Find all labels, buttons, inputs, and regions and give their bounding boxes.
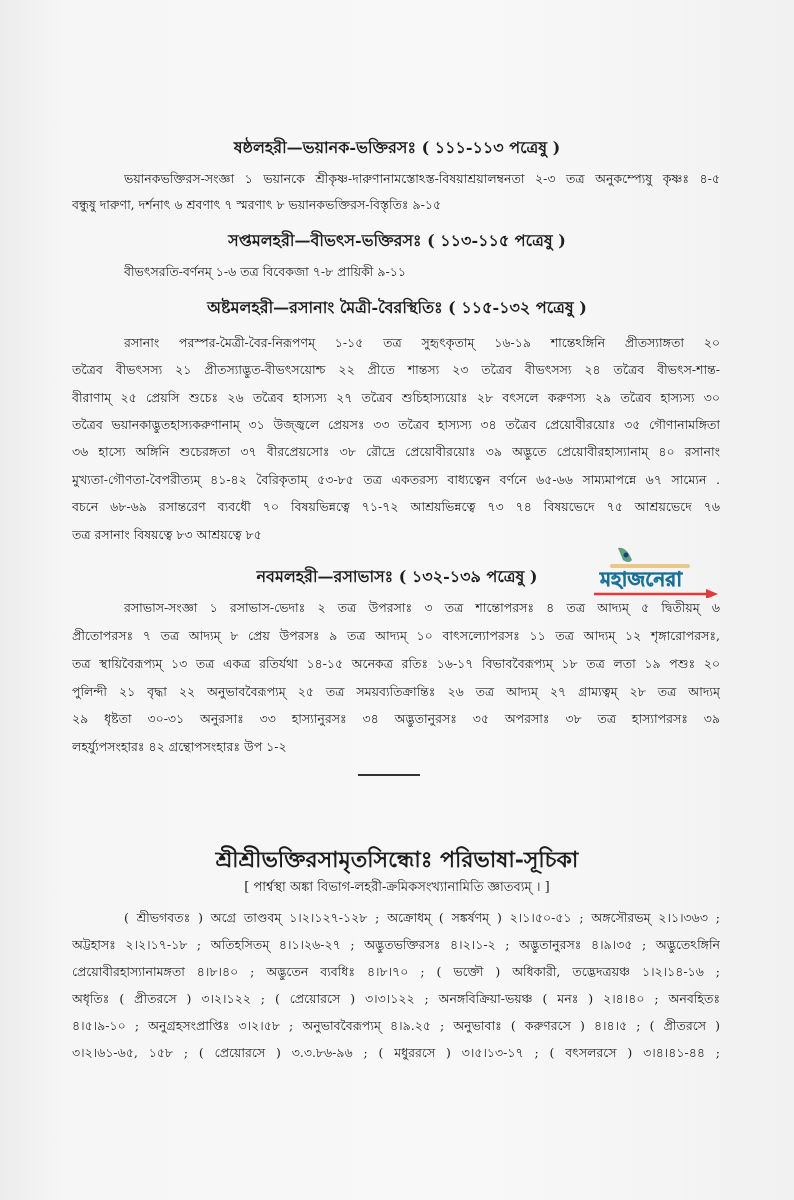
text-line: বীভৎসরতি-বর্ণনম্ ১-৬ তত্র বিবেকজা ৭-৮ প্রায়িকী ৯-১১ <box>124 264 406 279</box>
text-line: বন্ধুষু দারুণা, দর্শনাৎ ৬ শ্রবণাৎ ৭ স্মরণাৎ ৮ ভয়ানকভক্তিরস-বিস্তৃতিঃ ৯-১৫ <box>72 197 442 212</box>
glossary-title: শ্রীশ্রীভক্তিরসামৃতসিন্ধোঃ পরিভাষা-সূচিকা <box>215 847 579 873</box>
glossary-line: ৩।২।৬১-৬৫, ১৫৮ ; ( প্রেয়োরসে ) ৩.৩.৮৬-৯৬ ; ( মধুররসে ) ৩।৫।১৩-১৭ ; ( বৎসলরসে ) ৩।৪।৪১-৪৪ ; <box>72 1045 720 1060</box>
glossary-line: ( শ্রীভগবতঃ ) অগ্রে তাণ্ডবম্ ১।২।১২৭-১২৮ ; অক্রোধম্ ( সঙ্কর্ষণম্ ) ২।১।৫০-৫১ ; অঙ্গসৌরভম্ ২।১।৩৬৩ ; <box>124 910 720 925</box>
section-divider <box>358 774 420 776</box>
text-line: বীরাণাম্ ২৫ প্রেয়সি শুচেঃ ২৬ তত্রৈব হাস্যস্য ২৭ তত্রৈব শুচিহাস্যয়োঃ ২৮ বৎসলে করুণস্য ২৯ তত্রৈব হাস্যস্য ৩০ <box>72 390 720 405</box>
watermark-logo <box>594 546 724 598</box>
text-line: ২৯ ধৃষ্টতা ৩০-৩১ অনুরসাঃ ৩৩ হাস্যানুরসঃ ৩৪ অদ্ভুতানুরসঃ ৩৫ অপরসাঃ ৩৮ তত্র হাস্যাপরসঃ ৩৯ <box>72 711 720 726</box>
glossary-line: প্রেয়োবীরহাস্যানামঙ্গতা ৪।৮।৪০ ; অদ্ভুতেন ব্যবধিঃ ৪।৮।৭০ ; ( ভক্তৌ ) অধিকারী, তদ্ভেদত্রয়ঞ্চ ১।২।১৪-১৬ ; <box>72 964 720 979</box>
text-line: রসাভাস-সংজ্ঞা ১ রসাভাস-ভেদাঃ ২ তত্র উপরসাঃ ৩ তত্র শান্তোপরসঃ ৪ তত্র আদ্যম্ ৫ দ্বিতীয়ম্ ৬ <box>124 600 720 615</box>
text-line: তত্রৈব ভয়ানকাদ্ভুতহাস্যকরুণানাম্ ৩১ উজ্জ্বলে প্রেয়সঃ ৩৩ তত্রৈব হাস্যস্য ৩৪ তত্রৈব প্রেয়োবীরয়োঃ ৩৫ গৌণানামঙ্গিতা <box>72 417 720 432</box>
text-line: ভয়ানকভক্তিরস-সংজ্ঞা ১ ভয়ানকে শ্রীকৃষ্ণ-দারুণানামস্তোঽস্ত-বিষয়াশ্রয়ালম্বনতা ২-৩ তত্র অনুকম্প্যেষু কৃষ্ণঃ ৪-৫ <box>124 171 720 186</box>
text-line: লহর্য্যুপসংহারঃ ৪২ গ্রন্থোপসংহারঃ উপ ১-২ <box>72 739 287 754</box>
glossary-line: ৪।৫।৯-১০ ; অনুগ্রহসংপ্রাপ্তিঃ ৩।২।৫৮ ; অনুভাববৈরূপ্যম্ ৪।৯.২৫ ; অনুভাবাঃ ( করুণরসে ) ৪।৪।৫ ; ( প্রীতরসে ) <box>72 1018 720 1033</box>
text-line: তত্র স্থায়িবৈরূপ্যম্ ১৩ তত্র একত্র রতির্যথা ১৪-১৫ অনেকত্র রতিঃ ১৬-১৭ বিভাববৈরূপ্যম্ ১৮ তত্র লতা ১৯ পশুঃ ২০ <box>72 656 720 671</box>
text-line: বচনে ৬৮-৬৯ রসান্তরেণ ব্যবধৌ ৭০ বিষয়ভিন্নত্বে ৭১-৭২ আশ্রয়ভিন্নত্বে ৭৩ ৭৪ বিষয়ভেদে ৭৫ আশ্রয়ভেদে ৭৬ <box>72 499 720 514</box>
text-line: রসানাং পরস্পর-মৈত্রী-বৈর-নিরূপণম্ ১-১৫ তত্র সুহৃৎকৃতাম্ ১৬-১৯ শান্তেঽঙ্গিনি প্রীতস্যাঙ্গতা ২০ <box>124 335 720 350</box>
text-line: তত্রৈব বীভৎসস্য ২১ প্রীতস্যাদ্ভুত-বীভৎসয়োশ্চ ২২ প্রীতে শান্তস্য ২৩ তত্রৈব বীভৎসস্য ২৪ তত্রৈব বীভৎস-শান্ত- <box>72 362 720 377</box>
section-heading-9: নবমলহরী—রসাভাসঃ ( ১৩২-১৩৯ পত্রেষু ) <box>256 567 538 586</box>
glossary-note: [ পার্শ্বস্থা অঙ্কা বিভাগ-লহরী-ক্রমিকসংখ্যানামিতি জ্ঞাতব্যম্ । ] <box>244 880 550 895</box>
text-line: তত্র রসানাং বিষয়ত্বে ৮৩ আশ্রয়ত্বে ৮৫ <box>72 527 262 542</box>
glossary-line: অধৃতিঃ ( প্রীতরসে ) ৩।২।১২২ ; ( প্রেয়োরসে ) ৩।৩।১২২ ; অনঙ্গবিক্রিয়া-ভয়ঞ্চ ( মনঃ ) ২।৪।৪০ ; অনবহিতঃ <box>72 991 720 1006</box>
text-line: পুলিন্দী ২১ বৃদ্ধা ২২ অনুভাববৈরূপ্যম্ ২৫ তত্র সময়ব্যতিক্রান্তিঃ ২৬ তত্র আদ্যম্ ২৭ গ্রাম্যত্বম্ ২৮ তত্র আদ্যম্ <box>72 684 720 699</box>
text-line: মুখ্যতা-গৌণতা-বৈপরীত্যম্ ৪১-৪২ বৈরিকৃতাম্ ৫৩-৮৫ তত্র একতরস্য বাধ্যত্বেন বর্ণনে ৬৫-৬৬ সাম্যমাপন্নে ৬৭ সাম্যেন . <box>72 472 720 487</box>
watermark-text: মহাজনেরা <box>600 567 683 591</box>
section-heading-6: ষষ্ঠলহরী—ভয়ানক-ভক্তিরসঃ ( ১১১-১১৩ পত্রেষু ) <box>233 138 561 157</box>
section-heading-7: সপ্তমলহরী—বীভৎস-ভক্তিরসঃ ( ১১৩-১১৫ পত্রেষু ) <box>228 231 566 250</box>
section-heading-8: অষ্টমলহরী—রসানাং মৈত্রী-বৈরস্থিতিঃ ( ১১৫-১৩২ পত্রেষু ) <box>207 298 587 317</box>
text-line: প্রীতোপরসঃ ৭ তত্র আদ্যম্ ৮ প্রেয় উপরসঃ ৯ তত্র আদ্যম্ ১০ বাৎসল্যোপরসঃ ১১ তত্র আদ্যম্ ১২ শৃঙ্গারোপরসঃ, <box>72 628 720 643</box>
glossary-line: অট্টহাসঃ ২।২।১৭-১৮ ; অতিহসিতম্ ৪।১।২৬-২৭ ; অদ্ভুতভক্তিরসঃ ৪।২।১-২ ; অদ্ভুতানুরসঃ ৪।৯।৩৫ ; অদ্ভুতেঽঙ্গিনি <box>72 937 720 952</box>
text-line: ৩৬ হাস্যে অঙ্গিনি শুচেরঙ্গতা ৩৭ বীরপ্রেয়সোঃ ৩৮ রৌদ্রে প্রেয়োবীরয়োঃ ৩৯ অদ্ভুতে প্রেয়োবীরহাস্যানাম্ ৪০ রসানাং <box>72 444 720 459</box>
